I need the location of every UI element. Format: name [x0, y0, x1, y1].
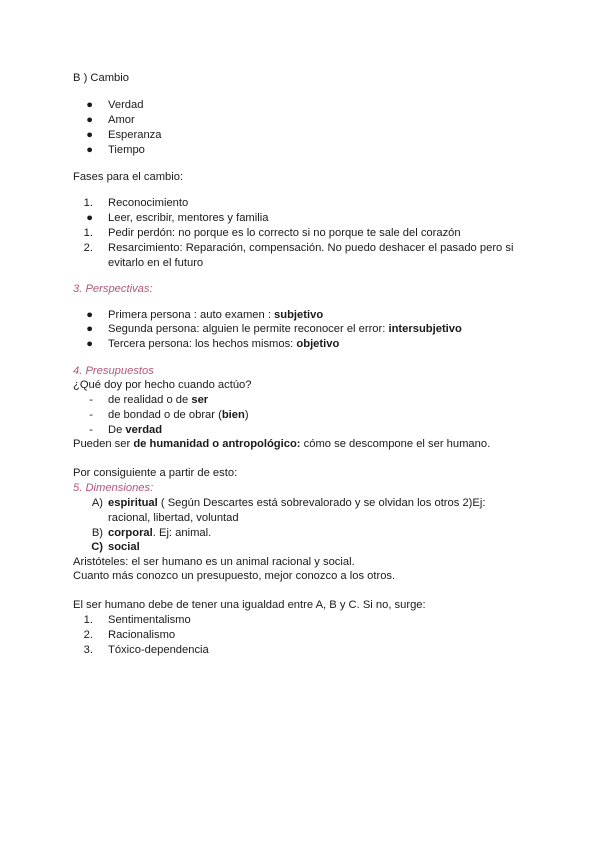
list-number: 3.: [83, 644, 93, 656]
presupuesto-item: de realidad o de ser: [108, 394, 209, 406]
dimension-item: corporal. Ej: animal.: [108, 527, 212, 539]
igualdad-intro: El ser humano debe de tener una igualdad entre A, B y C. Si no, surge:: [73, 599, 426, 611]
bullet-marker: ●: [86, 309, 93, 321]
presupuesto-item: de bondad o de obrar (bien): [108, 409, 249, 421]
dimension-item: espiritual ( Según Descartes está sobrevalorado y se olvidan los otros 2)Ej:: [108, 497, 486, 509]
bullet-marker: ●: [86, 114, 93, 126]
fase-item-continued: evitarlo en el futuro: [108, 257, 204, 269]
dimension-item: social: [108, 541, 140, 553]
list-number: 1.: [83, 197, 93, 209]
cuanto-text: Cuanto más conozco un presupuesto, mejor conozco a los otros.: [73, 570, 396, 582]
igualdad-item: Tóxico-dependencia: [108, 644, 209, 656]
igualdad-item: Sentimentalismo: [108, 614, 191, 626]
bullet-marker: ●: [86, 129, 93, 141]
list-letter: A): [91, 497, 103, 509]
list-number: 2.: [83, 242, 93, 254]
perspectiva-item: Tercera persona: los hechos mismos: objetivo: [108, 338, 340, 350]
bullet-marker: ●: [86, 338, 93, 350]
perspectiva-item: Segunda persona: alguien le permite reconocer el error: intersubjetivo: [108, 323, 462, 335]
dimension-item-continued: racional, libertad, voluntad: [108, 512, 239, 524]
pueden-ser-text: Pueden ser de humanidad o antropológico: cómo se descompone el ser humano.: [73, 438, 491, 450]
list-number: 1.: [83, 614, 93, 626]
fases-intro: Fases para el cambio:: [73, 171, 184, 183]
igualdad-item: Racionalismo: [108, 629, 176, 641]
list-item-tiempo: Tiempo: [108, 144, 145, 156]
dash-marker: -: [89, 394, 93, 406]
section-b-heading: B ) Cambio: [73, 72, 129, 84]
fase-item: Pedir perdón: no porque es lo correcto si no porque te sale del corazón: [108, 227, 461, 239]
list-letter: C): [91, 541, 103, 553]
bullet-marker: ●: [86, 99, 93, 111]
dimensiones-heading: 5. Dimensiones:: [73, 482, 154, 494]
fase-item: Resarcimiento: Reparación, compensación. No puedo deshacer el pasado pero si: [108, 242, 514, 254]
presupuestos-heading: 4. Presupuestos: [73, 365, 154, 377]
dash-marker: -: [89, 424, 93, 436]
list-letter: B): [91, 527, 103, 539]
perspectiva-item: Primera persona : auto examen : subjetivo: [108, 309, 324, 321]
presupuesto-item: De verdad: [108, 424, 163, 436]
list-item-amor: Amor: [108, 114, 135, 126]
bullet-marker: ●: [86, 144, 93, 156]
presupuestos-question: ¿Qué doy por hecho cuando actúo?: [73, 379, 252, 391]
list-number: 1.: [83, 227, 93, 239]
dimensiones-intro: Por consiguiente a partir de esto:: [73, 467, 238, 479]
list-item-verdad: Verdad: [108, 99, 144, 111]
list-item-esperanza: Esperanza: [108, 129, 162, 141]
perspectivas-heading: 3. Perspectivas:: [73, 283, 153, 295]
dash-marker: -: [89, 409, 93, 421]
list-number: 2.: [83, 629, 93, 641]
bullet-marker: ●: [86, 323, 93, 335]
fase-item: Reconocimiento: [108, 197, 189, 209]
aristoteles-text: Aristóteles: el ser humano es un animal racional y social.: [73, 556, 355, 568]
bullet-marker: ●: [86, 212, 93, 224]
fase-item: Leer, escribir, mentores y familia: [108, 212, 269, 224]
